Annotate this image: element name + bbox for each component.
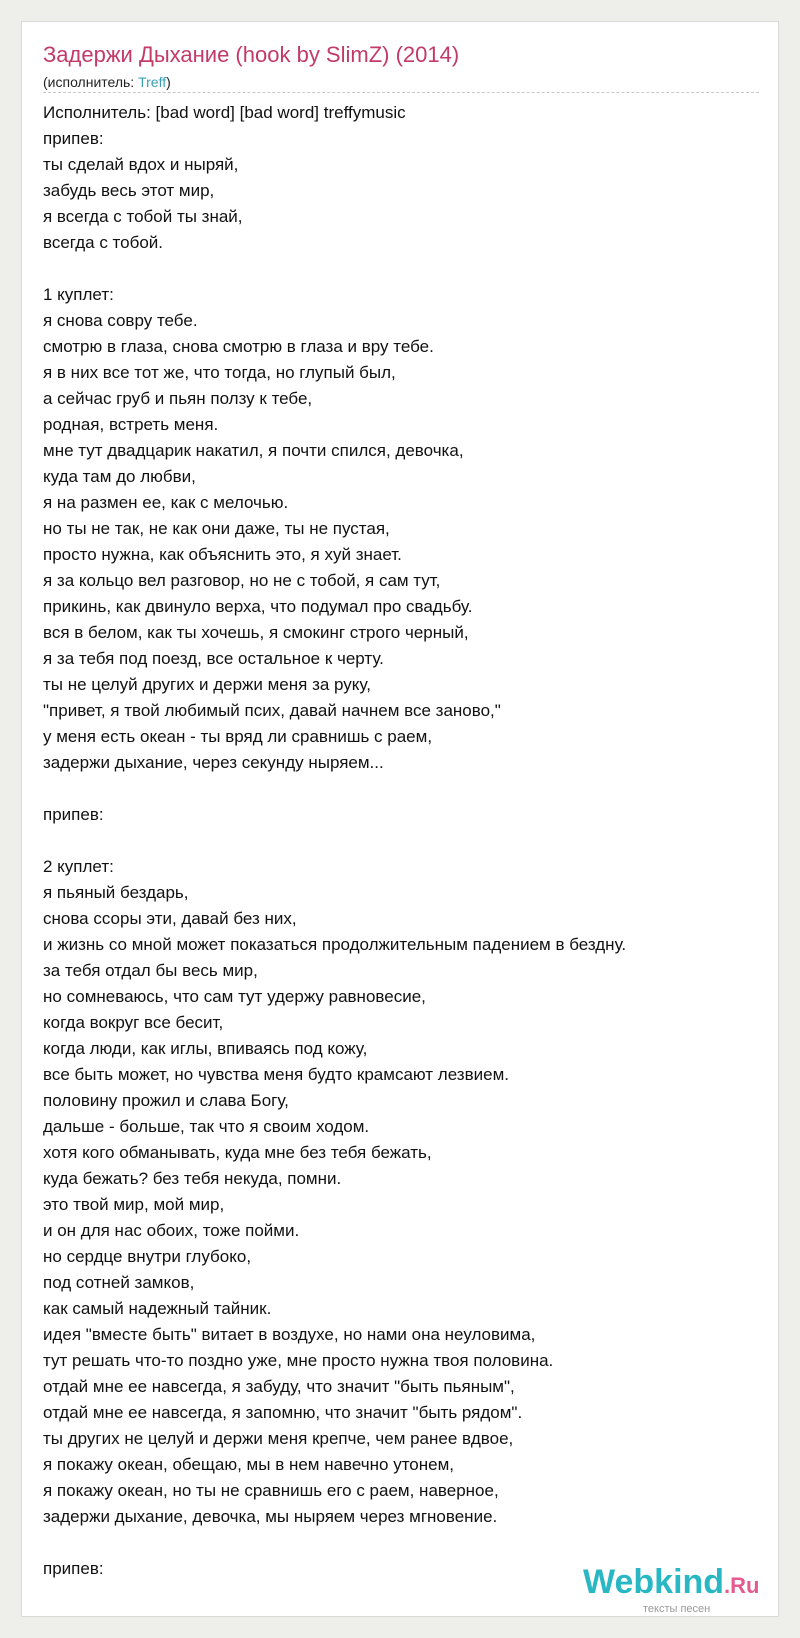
logo-domain: .Ru: [724, 1573, 760, 1598]
lyric-line: вся в белом, как ты хочешь, я смокинг строго черный,: [43, 623, 469, 642]
lyric-line: я в них все тот же, что тогда, но глупый был,: [43, 363, 396, 382]
lyric-line: прикинь, как двинуло верха, что подумал про свадьбу.: [43, 597, 473, 616]
lyric-line: и он для нас обоих, тоже пойми.: [43, 1221, 300, 1240]
lyric-line: я снова совру тебе.: [43, 311, 198, 330]
lyric-line: когда люди, как иглы, впиваясь под кожу,: [43, 1039, 368, 1058]
lyric-line: тут решать что-то поздно уже, мне просто нужна твоя половина.: [43, 1351, 554, 1370]
lyric-line: 1 куплет:: [43, 285, 114, 304]
lyric-line: все быть может, но чувства меня будто крамсают лезвием.: [43, 1065, 509, 1084]
lyric-line: я за тебя под поезд, все остальное к черту.: [43, 649, 384, 668]
lyric-line: просто нужна, как объяснить это, я хуй знает.: [43, 545, 402, 564]
lyric-line: а сейчас груб и пьян ползу к тебе,: [43, 389, 313, 408]
artist-suffix: ): [166, 74, 171, 90]
artist-line: [43, 74, 171, 90]
lyric-line: идея "вместе быть" витает в воздухе, но нами она неуловима,: [43, 1325, 536, 1344]
lyric-line: [43, 256, 763, 282]
lyric-line: припев:: [43, 805, 104, 824]
lyric-line: всегда с тобой.: [43, 233, 164, 252]
lyric-line: ты сделай вдох и ныряй,: [43, 155, 239, 174]
lyric-line: когда вокруг все бесит,: [43, 1013, 224, 1032]
divider: [43, 92, 759, 93]
lyric-line: ты других не целуй и держи меня крепче, чем ранее вдвое,: [43, 1429, 514, 1448]
page-title: Задержи Дыхание (hook by SlimZ) (2014): [43, 42, 460, 67]
lyric-line: дальше - больше, так что я своим ходом.: [43, 1117, 370, 1136]
lyric-line: это твой мир, мой мир,: [43, 1195, 225, 1214]
lyric-line: Исполнитель: [bad word] [bad word] treffymusic: [43, 103, 406, 122]
lyric-line: но сомневаюсь, что сам тут удержу равновесие,: [43, 987, 426, 1006]
lyric-line: мне тут двадцарик накатил, я почти спился, девочка,: [43, 441, 464, 460]
lyric-line: [43, 828, 763, 854]
lyric-line: снова ссоры эти, давай без них,: [43, 909, 297, 928]
lyrics-text: [43, 100, 763, 1582]
lyric-line: я всегда с тобой ты знай,: [43, 207, 243, 226]
lyric-line: но ты не так, не как они даже, ты не пустая,: [43, 519, 390, 538]
lyric-line: "привет, я твой любимый псих, давай начнем все заново,": [43, 701, 501, 720]
lyric-line: отдай мне ее навсегда, я запомню, что значит "быть рядом".: [43, 1403, 523, 1422]
lyric-line: смотрю в глаза, снова смотрю в глаза и вру тебе.: [43, 337, 434, 356]
content-card: [21, 21, 779, 1617]
lyric-line: [43, 776, 763, 802]
lyric-line: под сотней замков,: [43, 1273, 195, 1292]
lyric-line: но сердце внутри глубоко,: [43, 1247, 252, 1266]
lyric-line: за тебя отдал бы весь мир,: [43, 961, 258, 980]
logo-brand-name: Webkind: [583, 1563, 725, 1601]
artist-prefix: (исполнитель:: [43, 74, 139, 90]
lyric-line: припев:: [43, 1559, 104, 1578]
lyric-line: ты не целуй других и держи меня за руку,: [43, 675, 371, 694]
webkind-logo[interactable]: [583, 1563, 783, 1619]
lyric-line: 2 куплет:: [43, 857, 114, 876]
artist-link[interactable]: Treff: [138, 74, 167, 90]
logo-tagline: тексты песен: [643, 1603, 711, 1615]
lyric-line: как самый надежный тайник.: [43, 1299, 272, 1318]
lyric-line: я пьяный бездарь,: [43, 883, 189, 902]
lyric-line: я покажу океан, обещаю, мы в нем навечно утонем,: [43, 1455, 454, 1474]
logo-brand: [583, 1563, 760, 1602]
lyric-line: куда там до любви,: [43, 467, 196, 486]
lyric-line: я покажу океан, но ты не сравнишь его с раем, наверное,: [43, 1481, 499, 1500]
lyric-line: хотя кого обманывать, куда мне без тебя бежать,: [43, 1143, 432, 1162]
lyric-line: забудь весь этот мир,: [43, 181, 215, 200]
lyric-line: родная, встреть меня.: [43, 415, 219, 434]
lyric-line: припев:: [43, 129, 104, 148]
lyric-line: задержи дыхание, через секунду ныряем...: [43, 753, 384, 772]
lyric-line: я на размен ее, как с мелочью.: [43, 493, 289, 512]
lyric-line: у меня есть океан - ты вряд ли сравнишь с раем,: [43, 727, 433, 746]
lyric-line: [43, 1530, 763, 1556]
lyric-line: я за кольцо вел разговор, но не с тобой, я сам тут,: [43, 571, 441, 590]
lyric-line: отдай мне ее навсегда, я забуду, что значит "быть пьяным",: [43, 1377, 515, 1396]
lyric-line: куда бежать? без тебя некуда, помни.: [43, 1169, 342, 1188]
lyric-line: половину прожил и слава Богу,: [43, 1091, 289, 1110]
lyric-line: и жизнь со мной может показаться продолжительным падением в бездну.: [43, 935, 627, 954]
lyric-line: задержи дыхание, девочка, мы ныряем через мгновение.: [43, 1507, 498, 1526]
